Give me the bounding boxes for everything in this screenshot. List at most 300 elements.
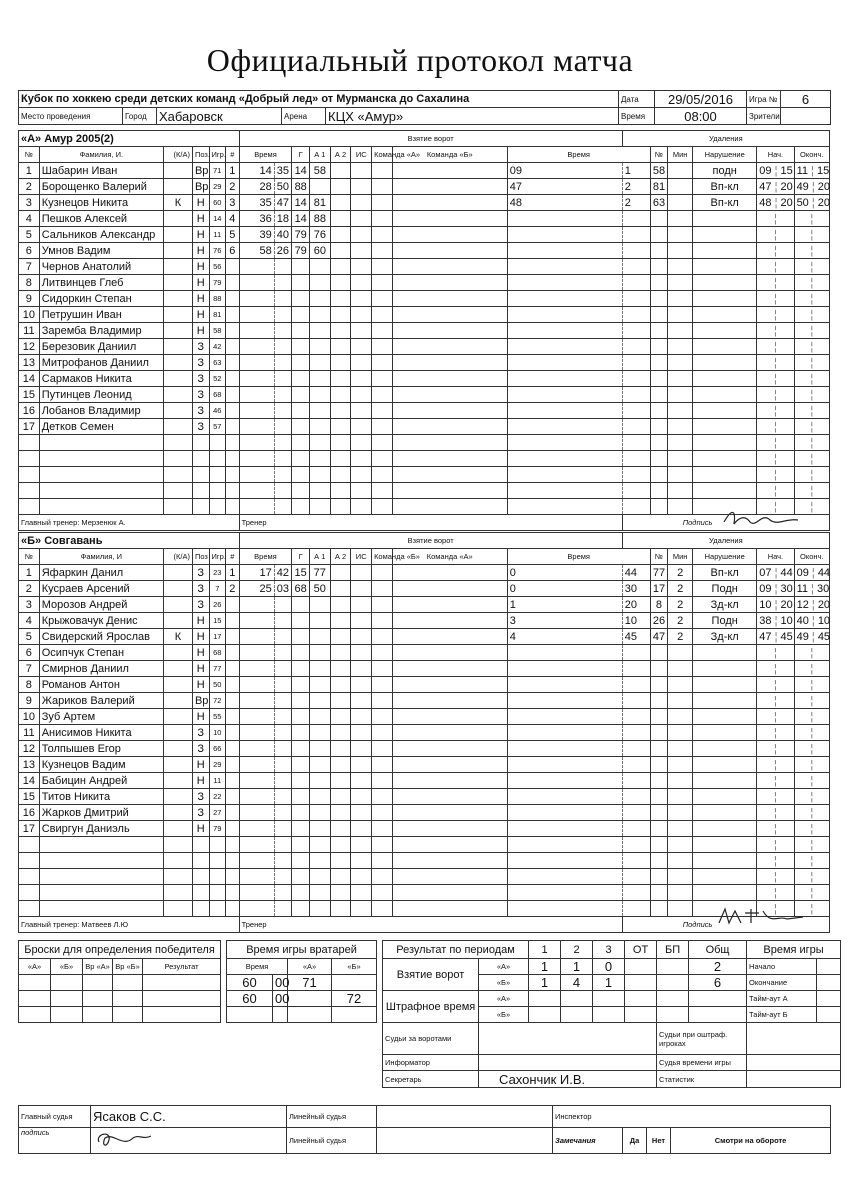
goal-number[interactable]: [226, 741, 239, 757]
team-col-2-cell[interactable]: [392, 371, 507, 387]
goal-scorer[interactable]: [292, 773, 310, 789]
pen-end[interactable]: ¦: [794, 869, 829, 885]
goal-time-min[interactable]: [239, 403, 274, 419]
player-position[interactable]: [192, 499, 209, 515]
pen-time-sec[interactable]: [622, 645, 650, 661]
gk-row-2-minutes[interactable]: 60: [227, 991, 273, 1007]
pen-time-min[interactable]: [507, 419, 622, 435]
pen-minutes[interactable]: 2: [668, 629, 693, 645]
pen-minutes[interactable]: [668, 805, 693, 821]
goal-assist-2[interactable]: [330, 355, 351, 371]
pen-time-sec[interactable]: [622, 773, 650, 789]
goal-situation[interactable]: [351, 661, 372, 677]
pen-time-min[interactable]: [507, 661, 622, 677]
goal-time-sec[interactable]: [274, 645, 292, 661]
pen-player-num[interactable]: 8: [650, 597, 668, 613]
pen-start[interactable]: 48 ¦ 20: [757, 195, 794, 211]
player-jersey[interactable]: 11: [209, 227, 226, 243]
goal-scorer[interactable]: 88: [292, 179, 310, 195]
pen-minutes[interactable]: [668, 371, 693, 387]
player-jersey[interactable]: 14: [209, 211, 226, 227]
goal-time-min[interactable]: [239, 821, 274, 837]
pen-violation[interactable]: [693, 371, 757, 387]
team-col-2-cell[interactable]: [392, 291, 507, 307]
goal-assist-1[interactable]: [309, 179, 330, 195]
time-value[interactable]: 08:00: [655, 108, 747, 125]
goal-assist-1[interactable]: [309, 805, 330, 821]
player-position[interactable]: [192, 435, 209, 451]
goal-number[interactable]: [226, 499, 240, 515]
goal-time-sec[interactable]: [274, 853, 292, 869]
goal-assist-1[interactable]: [309, 789, 330, 805]
player-name[interactable]: Чернов Анатолий: [39, 259, 163, 275]
player-position[interactable]: Н: [192, 323, 209, 339]
goal-time-min[interactable]: [239, 291, 274, 307]
pen-player-num[interactable]: [650, 901, 668, 917]
player-name[interactable]: [39, 869, 163, 885]
goal-assist-2[interactable]: [330, 291, 351, 307]
goal-assist-1[interactable]: [309, 901, 330, 917]
goal-assist-1[interactable]: [309, 677, 330, 693]
goal-assist-2[interactable]: [330, 419, 351, 435]
player-position[interactable]: З: [192, 387, 209, 403]
team-col-2-cell[interactable]: [392, 629, 507, 645]
pen-time-min[interactable]: 1: [507, 597, 622, 613]
pen-violation[interactable]: [693, 387, 757, 403]
goal-number[interactable]: [226, 709, 239, 725]
goal-scorer[interactable]: 68: [292, 581, 310, 597]
player-captain[interactable]: [163, 805, 192, 821]
goal-time-min[interactable]: [239, 741, 274, 757]
coach-name[interactable]: Матвеев Л.Ю: [81, 920, 129, 929]
goal-assist-2[interactable]: [330, 163, 351, 179]
goal-situation[interactable]: [351, 677, 372, 693]
pen-minutes[interactable]: [668, 821, 693, 837]
player-position[interactable]: Н: [192, 243, 209, 259]
pen-player-num[interactable]: [650, 773, 668, 789]
player-jersey[interactable]: 88: [209, 291, 226, 307]
goal-situation[interactable]: [351, 403, 372, 419]
goal-assist-1[interactable]: 76: [309, 227, 330, 243]
goal-assist-1[interactable]: [309, 773, 330, 789]
player-captain[interactable]: [163, 243, 192, 259]
team-a-name[interactable]: «А» Амур 2005(2): [19, 131, 240, 147]
pen-violation[interactable]: подн: [693, 163, 757, 179]
player-jersey[interactable]: 10: [209, 725, 226, 741]
player-name[interactable]: Заремба Владимир: [39, 323, 163, 339]
team-col-2-cell[interactable]: [392, 243, 507, 259]
pen-end[interactable]: ¦: [794, 307, 829, 323]
goal-assist-2[interactable]: [330, 693, 351, 709]
pen-violation[interactable]: [693, 227, 757, 243]
goal-number[interactable]: [226, 291, 240, 307]
pen-start[interactable]: 09 ¦ 30: [757, 581, 794, 597]
pen-start[interactable]: ¦: [757, 693, 794, 709]
pen-end[interactable]: ¦: [794, 211, 829, 227]
goal-situation[interactable]: [351, 419, 372, 435]
player-captain[interactable]: [163, 789, 192, 805]
player-jersey[interactable]: [209, 853, 226, 869]
pen-time-sec[interactable]: [622, 211, 650, 227]
goal-number[interactable]: [226, 307, 240, 323]
goal-number[interactable]: [226, 725, 239, 741]
goal-time-sec[interactable]: [274, 693, 292, 709]
pen-start[interactable]: ¦: [757, 339, 794, 355]
player-name[interactable]: Смирнов Даниил: [39, 661, 163, 677]
player-name[interactable]: Яфаркин Данил: [39, 565, 163, 581]
pen-minutes[interactable]: 2: [668, 565, 693, 581]
goal-scorer[interactable]: 14: [292, 163, 310, 179]
timeout-b-value[interactable]: [817, 1007, 841, 1023]
goal-assist-1[interactable]: [309, 483, 330, 499]
pen-time-sec[interactable]: [622, 243, 650, 259]
pen-end[interactable]: ¦: [794, 693, 829, 709]
player-jersey[interactable]: 60: [209, 195, 226, 211]
pen-minutes[interactable]: [668, 499, 693, 515]
period-1-b[interactable]: 1: [529, 975, 561, 991]
goal-assist-2[interactable]: [330, 773, 351, 789]
goal-situation[interactable]: [351, 789, 372, 805]
pen-end[interactable]: 11 ¦ 30: [794, 581, 829, 597]
pen-end[interactable]: 49 ¦ 45: [794, 629, 829, 645]
player-position[interactable]: Н: [192, 629, 209, 645]
player-captain[interactable]: [163, 419, 192, 435]
pen-violation[interactable]: Подн: [693, 613, 757, 629]
goal-scorer[interactable]: [292, 275, 310, 291]
pen-violation[interactable]: Зд-кл: [693, 629, 757, 645]
goal-assist-1[interactable]: [309, 693, 330, 709]
player-captain[interactable]: [163, 613, 192, 629]
player-name[interactable]: Анисимов Никита: [39, 725, 163, 741]
pen-start[interactable]: ¦: [757, 741, 794, 757]
player-jersey[interactable]: 76: [209, 243, 226, 259]
remarks-no[interactable]: Нет: [647, 1128, 671, 1154]
player-name[interactable]: Толпышев Егор: [39, 741, 163, 757]
player-name[interactable]: Зуб Артем: [39, 709, 163, 725]
pen-minutes[interactable]: [668, 693, 693, 709]
goal-assist-2[interactable]: [330, 275, 351, 291]
pen-start[interactable]: ¦: [757, 387, 794, 403]
pen-violation[interactable]: [693, 853, 757, 869]
goal-assist-2[interactable]: [330, 597, 351, 613]
team-col-2-cell[interactable]: [392, 645, 507, 661]
pen-player-num[interactable]: 77: [650, 565, 668, 581]
pen-violation[interactable]: [693, 677, 757, 693]
pen-start[interactable]: ¦: [757, 291, 794, 307]
pen-player-num[interactable]: 58: [650, 163, 668, 179]
goal-assist-2[interactable]: [330, 677, 351, 693]
team-col-2-cell[interactable]: [392, 853, 507, 869]
pen-violation[interactable]: [693, 821, 757, 837]
goal-assist-2[interactable]: [330, 339, 351, 355]
pen-start[interactable]: 07 ¦ 44: [757, 565, 794, 581]
goal-assist-1[interactable]: [309, 853, 330, 869]
bp-b[interactable]: [657, 975, 689, 991]
goal-time-min[interactable]: [239, 757, 274, 773]
pen-time-sec[interactable]: [622, 869, 650, 885]
team-col-2-cell[interactable]: [392, 885, 507, 901]
player-captain[interactable]: [163, 275, 192, 291]
goal-time-sec[interactable]: 47: [274, 195, 292, 211]
pen-end[interactable]: ¦: [794, 773, 829, 789]
player-jersey[interactable]: 63: [209, 355, 226, 371]
pen-time-min[interactable]: [507, 211, 622, 227]
player-captain[interactable]: К: [163, 629, 192, 645]
time-judge-value[interactable]: [747, 1055, 841, 1071]
goal-number[interactable]: [226, 757, 239, 773]
pen-time-sec[interactable]: [622, 741, 650, 757]
goal-scorer[interactable]: [292, 869, 310, 885]
pen-time-min[interactable]: [507, 837, 622, 853]
team-col-1-cell[interactable]: [372, 837, 393, 853]
goal-assist-1[interactable]: [309, 467, 330, 483]
pen-start[interactable]: ¦: [757, 837, 794, 853]
pen-minutes[interactable]: [668, 645, 693, 661]
player-position[interactable]: З: [192, 565, 209, 581]
pen-minutes[interactable]: [668, 163, 693, 179]
goal-situation[interactable]: [351, 869, 372, 885]
goal-time-min[interactable]: 39: [239, 227, 274, 243]
player-jersey[interactable]: 79: [209, 821, 226, 837]
goal-assist-2[interactable]: [330, 629, 351, 645]
pen-violation[interactable]: [693, 483, 757, 499]
end-value[interactable]: [817, 975, 841, 991]
pen-time-min[interactable]: [507, 243, 622, 259]
goal-number[interactable]: [226, 371, 240, 387]
goal-assist-2[interactable]: [330, 613, 351, 629]
goal-scorer[interactable]: [292, 323, 310, 339]
goal-number[interactable]: [226, 789, 239, 805]
goal-assist-1[interactable]: [309, 757, 330, 773]
linesman-1-value[interactable]: [377, 1106, 553, 1128]
goal-time-min[interactable]: [239, 853, 274, 869]
pen-time-min[interactable]: [507, 901, 622, 917]
goal-time-min[interactable]: 58: [239, 243, 274, 259]
team-col-1-cell[interactable]: [372, 227, 393, 243]
pen-minutes[interactable]: [668, 837, 693, 853]
player-name[interactable]: [39, 467, 163, 483]
pen-player-num[interactable]: [650, 275, 668, 291]
player-name[interactable]: Морозов Андрей: [39, 597, 163, 613]
goal-situation[interactable]: [351, 291, 372, 307]
goal-situation[interactable]: [351, 179, 372, 195]
pen-violation[interactable]: Вп-кл: [693, 179, 757, 195]
pen-time-sec[interactable]: [622, 805, 650, 821]
pen-violation[interactable]: [693, 805, 757, 821]
goal-time-sec[interactable]: [274, 387, 292, 403]
pen-time-sec[interactable]: 30: [622, 581, 650, 597]
goal-situation[interactable]: [351, 467, 372, 483]
pen-end[interactable]: ¦: [794, 821, 829, 837]
pen-time-min[interactable]: [507, 227, 622, 243]
goal-time-sec[interactable]: [274, 307, 292, 323]
total-b[interactable]: 6: [689, 975, 747, 991]
team-col-2-cell[interactable]: [392, 419, 507, 435]
pen-time-sec[interactable]: [622, 499, 650, 515]
pen-time-min[interactable]: [507, 773, 622, 789]
pen-player-num[interactable]: [650, 227, 668, 243]
goal-time-min[interactable]: [239, 451, 274, 467]
team-col-2-cell[interactable]: [392, 837, 507, 853]
goal-situation[interactable]: [351, 821, 372, 837]
player-captain[interactable]: К: [163, 195, 192, 211]
goal-number[interactable]: [226, 483, 240, 499]
pen-end[interactable]: ¦: [794, 339, 829, 355]
pen-end[interactable]: ¦: [794, 259, 829, 275]
player-jersey[interactable]: 77: [209, 661, 226, 677]
team-col-1-cell[interactable]: [372, 565, 393, 581]
pen-player-num[interactable]: [650, 661, 668, 677]
player-name[interactable]: Жариков Валерий: [39, 693, 163, 709]
pen-time-sec[interactable]: [622, 757, 650, 773]
pen-time-min[interactable]: [507, 693, 622, 709]
spectators-value[interactable]: [781, 108, 831, 125]
pen-time-min[interactable]: 09: [507, 163, 622, 179]
team-col-2-cell[interactable]: [392, 451, 507, 467]
team-col-2-cell[interactable]: [392, 869, 507, 885]
pen-minutes[interactable]: [668, 853, 693, 869]
goal-assist-2[interactable]: [330, 211, 351, 227]
team-col-2-cell[interactable]: [392, 613, 507, 629]
pen-time-min[interactable]: 4: [507, 629, 622, 645]
gk-row-2-b[interactable]: 72: [332, 991, 377, 1007]
pen-start[interactable]: ¦: [757, 275, 794, 291]
goal-number[interactable]: [226, 451, 240, 467]
goal-time-min[interactable]: 35: [239, 195, 274, 211]
player-name[interactable]: Сальников Александр: [39, 227, 163, 243]
pen-start[interactable]: ¦: [757, 227, 794, 243]
pen-player-num[interactable]: [650, 291, 668, 307]
pen-start[interactable]: ¦: [757, 323, 794, 339]
pen-time-min[interactable]: [507, 757, 622, 773]
goal-number[interactable]: [226, 387, 240, 403]
goal-time-sec[interactable]: [274, 677, 292, 693]
player-jersey[interactable]: [209, 467, 226, 483]
pen-end[interactable]: 12 ¦ 20: [794, 597, 829, 613]
team-col-2-cell[interactable]: [392, 757, 507, 773]
pen-player-num[interactable]: [650, 323, 668, 339]
pen-start[interactable]: ¦: [757, 853, 794, 869]
goal-time-min[interactable]: [239, 645, 274, 661]
goal-situation[interactable]: [351, 371, 372, 387]
pen-player-num[interactable]: 81: [650, 179, 668, 195]
goal-number[interactable]: [226, 403, 240, 419]
goal-number[interactable]: [226, 259, 240, 275]
pen-time-min[interactable]: [507, 709, 622, 725]
pen-time-min[interactable]: [507, 677, 622, 693]
goal-scorer[interactable]: [292, 757, 310, 773]
pen-violation[interactable]: [693, 259, 757, 275]
pen-end[interactable]: ¦: [794, 789, 829, 805]
goal-assist-1[interactable]: [309, 499, 330, 515]
goal-time-sec[interactable]: [274, 901, 292, 917]
goal-assist-1[interactable]: [309, 741, 330, 757]
pen-player-num[interactable]: [650, 645, 668, 661]
player-captain[interactable]: [163, 307, 192, 323]
pen-end[interactable]: ¦: [794, 645, 829, 661]
player-name[interactable]: Кусраев Арсений: [39, 581, 163, 597]
goal-assist-2[interactable]: [330, 179, 351, 195]
goal-scorer[interactable]: [292, 467, 310, 483]
player-captain[interactable]: [163, 645, 192, 661]
pen-time-sec[interactable]: [622, 435, 650, 451]
pen-violation[interactable]: [693, 419, 757, 435]
goal-time-min[interactable]: [239, 693, 274, 709]
team-col-2-cell[interactable]: [392, 597, 507, 613]
team-col-2-cell[interactable]: [392, 581, 507, 597]
pen-minutes[interactable]: [668, 387, 693, 403]
pen-minutes[interactable]: [668, 741, 693, 757]
player-position[interactable]: [192, 869, 209, 885]
goal-scorer[interactable]: [292, 371, 310, 387]
goal-scorer[interactable]: [292, 853, 310, 869]
pen-end[interactable]: 49 ¦ 20: [794, 179, 829, 195]
pen-minutes[interactable]: [668, 307, 693, 323]
team-col-2-cell[interactable]: [392, 259, 507, 275]
player-jersey[interactable]: [209, 435, 226, 451]
goal-time-min[interactable]: 14: [239, 163, 274, 179]
pen-time-min[interactable]: [507, 885, 622, 901]
player-captain[interactable]: [163, 741, 192, 757]
pen-time-min[interactable]: [507, 645, 622, 661]
pen-end[interactable]: ¦: [794, 805, 829, 821]
pen-time-sec[interactable]: [622, 661, 650, 677]
pen-time-sec[interactable]: [622, 821, 650, 837]
goal-assist-1[interactable]: [309, 275, 330, 291]
goal-scorer[interactable]: [292, 435, 310, 451]
goal-assist-1[interactable]: [309, 725, 330, 741]
pen-player-num[interactable]: [650, 693, 668, 709]
pen-minutes[interactable]: [668, 259, 693, 275]
goal-time-sec[interactable]: [274, 403, 292, 419]
player-captain[interactable]: [163, 581, 192, 597]
pen-violation[interactable]: [693, 323, 757, 339]
player-name[interactable]: Литвинцев Глеб: [39, 275, 163, 291]
goal-number[interactable]: [226, 853, 239, 869]
game-no-value[interactable]: 6: [781, 91, 831, 108]
team-col-1-cell[interactable]: [372, 259, 393, 275]
player-name[interactable]: Детков Семен: [39, 419, 163, 435]
pen-time-sec[interactable]: [622, 789, 650, 805]
goal-assist-2[interactable]: [330, 195, 351, 211]
goal-assist-2[interactable]: [330, 725, 351, 741]
team-col-2-cell[interactable]: [392, 323, 507, 339]
player-name[interactable]: Умнов Вадим: [39, 243, 163, 259]
player-captain[interactable]: [163, 323, 192, 339]
goal-assist-2[interactable]: [330, 565, 351, 581]
player-jersey[interactable]: 29: [209, 179, 226, 195]
goal-time-min[interactable]: [239, 773, 274, 789]
pen-time-sec[interactable]: 10: [622, 613, 650, 629]
goal-time-sec[interactable]: [274, 709, 292, 725]
goal-number[interactable]: 4: [226, 211, 240, 227]
goal-time-min[interactable]: [239, 275, 274, 291]
pen-minutes[interactable]: [668, 901, 693, 917]
goal-assist-1[interactable]: [309, 869, 330, 885]
period-1-a[interactable]: 1: [529, 959, 561, 975]
player-position[interactable]: Н: [192, 773, 209, 789]
player-jersey[interactable]: 79: [209, 275, 226, 291]
pen-time-min[interactable]: [507, 741, 622, 757]
goal-time-sec[interactable]: 03: [274, 581, 292, 597]
player-captain[interactable]: [163, 661, 192, 677]
pen-start[interactable]: ¦: [757, 371, 794, 387]
pen-violation[interactable]: [693, 275, 757, 291]
pen-end[interactable]: ¦: [794, 853, 829, 869]
pen-player-num[interactable]: [650, 709, 668, 725]
pen-time-min[interactable]: [507, 259, 622, 275]
pen-minutes[interactable]: [668, 243, 693, 259]
